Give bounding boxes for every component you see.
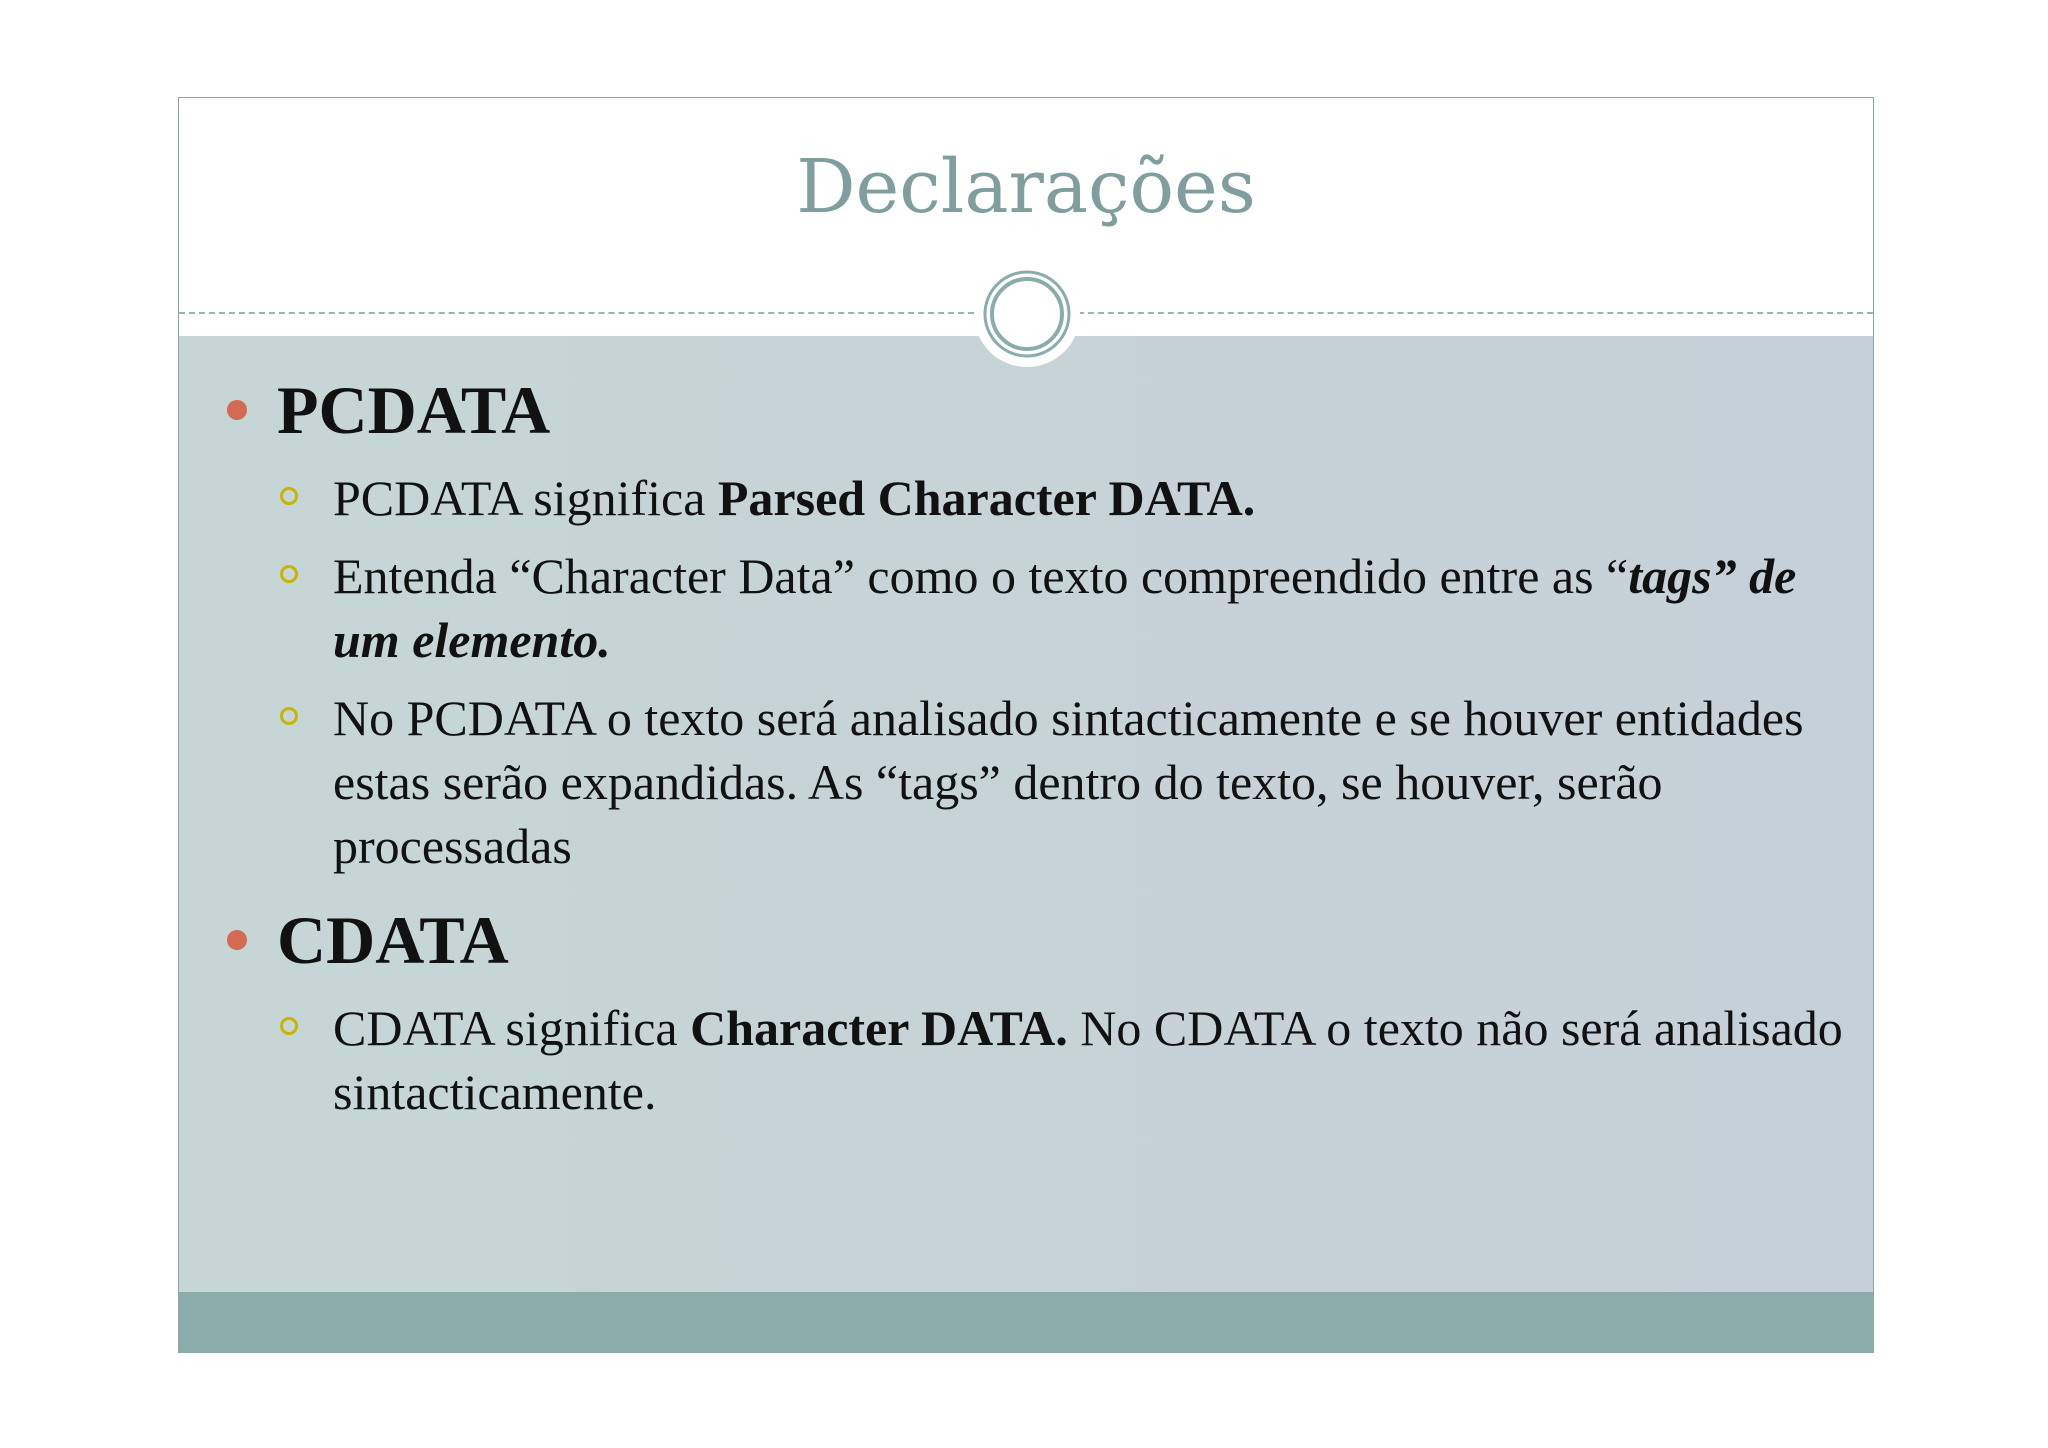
item-text: No PCDATA o texto será analisado sintacticamente e se houver entidades estas serão expandidas. As “tags” dentro do texto, se houver, serão processadas [333,690,1804,874]
item-emphasis: Character DATA. [690,1000,1068,1056]
item-text: PCDATA significa [333,470,718,526]
filled-dot-icon [227,930,247,950]
item-text: Entenda “Character Data” como o texto compreendido entre as “ [333,548,1629,604]
hollow-circle-icon [280,565,298,583]
hollow-circle-icon [280,707,298,725]
section-heading-cdata [219,898,1849,982]
slide-title: Declarações [796,144,1256,230]
section-heading-pcdata [219,368,1849,452]
double-ring-icon [974,261,1080,367]
item-emphasis: tags” de um elemento. [333,548,1797,668]
item-emphasis: Parsed Character DATA. [717,470,1256,526]
section-heading-label: CDATA [277,902,509,978]
list-item [219,996,1849,1124]
list-item [219,544,1849,672]
filled-dot-icon [227,400,247,420]
item-suffix: No CDATA o texto não será analisado sintacticamente. [333,1000,1843,1120]
section-heading-label: PCDATA [277,372,551,448]
slide-content [219,368,1849,1124]
hollow-circle-icon [280,1017,298,1035]
footer-bar [179,1292,1873,1352]
item-text: CDATA significa [333,1000,691,1056]
list-item [219,466,1849,530]
list-item [219,686,1849,878]
hollow-circle-icon [280,487,298,505]
slide [178,97,1874,1353]
